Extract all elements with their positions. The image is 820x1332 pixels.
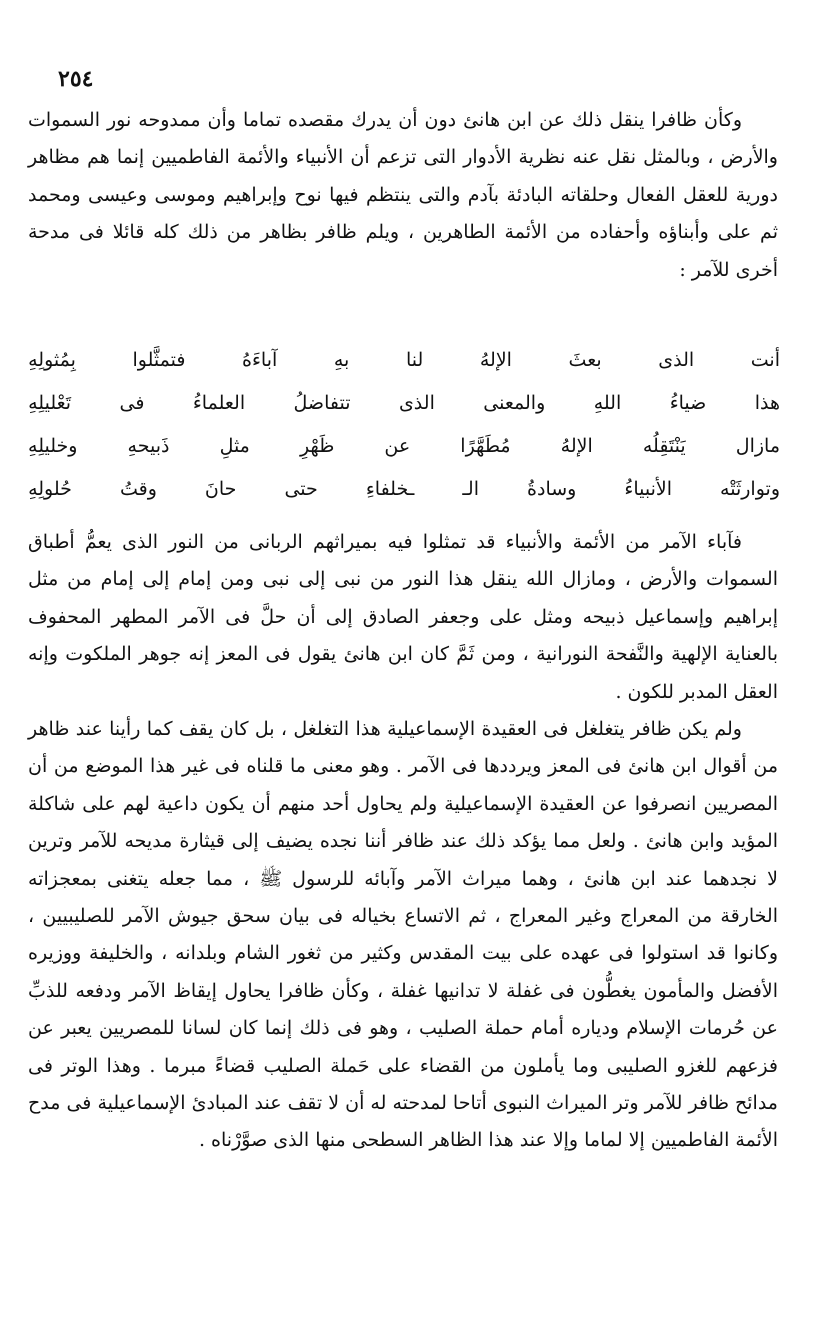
poem-word: اللهِ (593, 391, 622, 414)
poem-word: وقتُ (119, 477, 157, 500)
poem-word: ضياءُ (669, 391, 707, 414)
poem-word: فتمثَّلوا (132, 348, 186, 371)
poem-word: الذى (398, 391, 435, 414)
poem-word: الإلهُ (479, 348, 512, 371)
poem-verse (28, 424, 780, 467)
poem (28, 338, 780, 510)
paragraph-3-text: ولم يكن ظافر يتغلغل فى العقيدة الإسماعيلية هذا التغلغل ، بل كان يقف كما رأينا عند ظاهر من أقوال ابن هانئ فى المعز ويرددها فى الآمر . وهو معنى ما قلناه فى غير هذا الموضع من أن المصريين انصرفوا عن العقيدة الإسماعيلية ولم يحاول أحد منهم أن يكون داعية لهم على شاكلة المؤيد وابن هانئ . ولعل مما يؤكد ذلك عند ظافر أننا نجده يضيف إلى قيثارة مديحه للآمر وترين لا نجدهما عند ابن هانئ ، وهما ميراث الآمر وآبائه للرسول ﷺ ، مما جعله يتغنى بمعجزاته الخارقة من المعراج وغير المعراج ، ثم الاتساع بخياله فى بيان سحق جيوش الآمر للصليبيين ، وكانوا قد استولوا فى عهده على بيت المقدس وكثير من ثغور الشام وبلدانه ، والخليفة ووزيره الأفضل والمأمون يغطُّون فى غفلة لا تدانيها غفلة ، وكأن ظافرا يحاول إيقاظ الآمر ودفعه للذبِّ عن حُرمات الإسلام ودياره أمام حملة الصليب ، وهو فى ذلك إنما كان لسانا للمصريين يعبر عن فزعهم للغزو الصليبى وما يأملون من القضاء على حَملة الصليب قضاءً مبرما . وهذا الوتر فى مدائح ظافر للآمر وتر الميراث النبوى أتاحا لمدحته له أن لا تقف عند المبادئ الإسماعيلية فى مدح الأئمة الفاطميين إلا لماما وإلا عند هذا الظاهر السطحى منها الذى صوَّرْناه . (28, 718, 778, 1152)
poem-word: وتوارثَتْه (720, 477, 780, 500)
poem-word: الـ (462, 477, 479, 500)
poem-word: مُطَهَّرًا (460, 434, 511, 457)
poem-word: العلماءُ (192, 391, 246, 414)
poem-word: مثلِ (219, 434, 250, 457)
poem-word: ظَهْرِ (299, 434, 335, 457)
poem-word: يَنْتَقِلُه (642, 434, 686, 457)
poem-word: لنا (405, 348, 424, 371)
poem-word: تَعْليلِهِ (28, 391, 72, 414)
poem-word: وخليلِهِ (28, 434, 78, 457)
poem-word: حانَ (204, 477, 237, 500)
poem-word: عن (384, 434, 411, 457)
poem-verse (28, 381, 780, 424)
paragraph-1 (28, 102, 778, 289)
poem-word: حُلولِهِ (28, 477, 72, 500)
poem-word: مازال (735, 434, 780, 457)
poem-word: هذا (754, 391, 780, 414)
paragraph-1-text: وكأن ظافرا ينقل ذلك عن ابن هانئ دون أن يدرك مقصده تماما وأن ممدوحه نور السموات والأرض ، وبالمثل نقل عنه نظرية الأدوار التى تزعم أن الأنبياء والأئمة الفاطميين إنما هم مظاهر دورية للعقل الفعال وحلقاته البادئة بآدم والتى ينتظم فيها نوح وإبراهيم وموسى وعيسى ومحمد ثم على وأبناؤه وأحفاده من الأئمة الطاهرين ، ويلم ظافر بظاهر من ذلك كله قائلا فى مدحة أخرى للآمر : (28, 109, 778, 281)
poem-word: تتفاضلُ (293, 391, 351, 414)
poem-word: آباءَهُ (242, 348, 278, 371)
page-number: ٢٥٤ (58, 66, 94, 92)
poem-word: ـخلفاءِ (365, 477, 415, 500)
poem-word: أنت (750, 348, 780, 371)
poem-word: بعثَ (568, 348, 602, 371)
poem-word: بهِ (333, 348, 350, 371)
poem-word: ذَبيحهِ (127, 434, 170, 457)
paragraph-3 (28, 711, 778, 1160)
poem-word: بِمُثولِهِ (28, 348, 76, 371)
poem-word: الذى (658, 348, 695, 371)
poem-word: وسادةُ (527, 477, 577, 500)
poem-word: الإلهُ (560, 434, 593, 457)
paragraph-2-text: فآباء الآمر من الأئمة والأنبياء قد تمثلوا فيه بميراثهم الربانى من النور الذى يعمُّ أطباق السموات والأرض ، ومازال الله ينقل هذا النور من نبى إلى نبى ومن إمام إلى إمام من مثل إبراهيم وإسماعيل ذبيحه ومثل على وجعفر الصادق إلى أن حلَّ فى الآمر المطهر المحفوف بالعناية الإلهية والنَّفحة النورانية ، ومن ثَمَّ كان ابن هانئ يقول فى المعز إنه جوهر الملكوت وإنه العقل المدبر للكون . (28, 531, 778, 703)
poem-verse (28, 338, 780, 381)
poem-word: الأنبياءُ (624, 477, 672, 500)
poem-verse (28, 467, 780, 510)
poem-word: والمعنى (483, 391, 546, 414)
paragraph-2 (28, 524, 778, 711)
poem-word: حتى (284, 477, 318, 500)
poem-word: فى (119, 391, 145, 414)
